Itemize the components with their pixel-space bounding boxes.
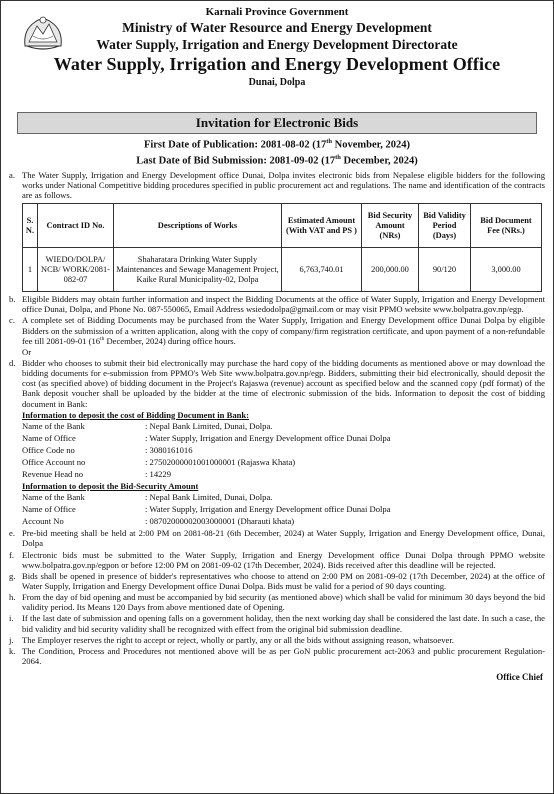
col-contract-id: Contract ID No.	[38, 204, 114, 248]
para-c: c. A complete set of Bidding Documents may be purchased from the Water Supply, Irrigation and Energy Development office Dunai Dolpa by eligible Bidders on the submission of a written application, along with the copy of company/firm registration certificate, and upon payment of a non-refundable fee till 2081-09-01 (16th December, 2024) during office hours.	[9, 315, 545, 346]
table-row	[23, 248, 542, 292]
signature-office-chief: Office Chief	[496, 672, 543, 683]
cell-bid-security: 200,000.00	[362, 248, 419, 292]
deposit-cost-row: Office Code no : 3080161016	[22, 444, 193, 455]
deposit-security-info	[22, 481, 545, 527]
header-province: Karnali Province Government	[205, 6, 349, 18]
col-description: Descriptions of Works	[114, 204, 282, 248]
deposit-cost-row: Name of Office : Water Supply, Irrigation and Energy Development office Dunai Dolpa	[22, 432, 391, 443]
cell-estimated-amount: 6,763,740.01	[282, 248, 362, 292]
col-bid-security: Bid Security Amount (NRs)	[362, 204, 419, 248]
header	[9, 6, 545, 106]
header-location: Dunai, Dolpa	[248, 77, 306, 89]
or-text: Or	[22, 346, 32, 357]
first-publication-date: First Date of Publication: 2081-08-02 (17th November, 2024)	[143, 138, 411, 151]
last-submission-date: Last Date of Bid Submission: 2081-09-02 (17th December, 2024)	[136, 154, 418, 167]
col-bid-validity: Bid Validity Period (Days)	[419, 204, 471, 248]
para-d: d. Bidder who chooses to submit their bid electronically may purchase the hard copy of the bidding documents as mentioned above or may download the bidding documents for e-submission from PPMO's Web Site www.bolpatra.gov.np/egp. Bidders, submitting their bid electronically, should deposit the cost (as specified above) of bidding document in the Project's Rajaswa (revenue) account as specified below and the scanned copy (pdf format) of the Bank deposit voucher shall be uploaded by the bidder at the time of electronic submission of the bids. Information to deposit the cost of bidding document in Bank:	[9, 358, 545, 409]
para-k: k. The Condition, Process and Procedures not mentioned above will be as per GoN public procurement act-2063 and public procurement Regulation-2064.	[9, 645, 545, 666]
dates-block	[9, 137, 545, 168]
deposit-cost-row: Name of the Bank : Nepal Bank Limited, Dunai, Dolpa.	[22, 420, 273, 431]
page-title: Invitation for Electronic Bids	[17, 112, 537, 134]
cell-contract-id: WIEDO/DOLPA/ NCB/ WORK/2081-082-07	[38, 248, 114, 292]
col-sn: S. N.	[23, 204, 38, 248]
para-e: e. Pre-bid meeting shall be held at 2:00 PM on 2081-08-21 (6th December, 2024) at Water Supply, Irrigation and Energy Development office, Dunai, Dolpa	[9, 528, 545, 549]
para-b: b. Eligible Bidders may obtain further information and inspect the Bidding Documents at the office of Water Supply, Irrigation and Energy Development office Dunai, Dolpa, and Phone No. 087-550065, Email Address wsiedodolpa@gmail.com or may visit PPMO website www.bolpatra.gov.np/egp.	[9, 294, 545, 315]
para-g: g. Bids shall be opened in presence of bidder's representatives who choose to attend on 2:00 PM on 2081-09-02 (17th December, 2024) at the office of Water Supply, Irrigation and Energy Development office Dunai Dolpa. Bids must be valid for a period of 90 days counting.	[9, 570, 545, 591]
cell-doc-fee: 3,000.00	[471, 248, 542, 292]
nepal-emblem-icon	[21, 12, 65, 52]
deposit-cost-info	[22, 410, 545, 480]
table-header-row	[23, 204, 542, 248]
deposit-security-title: Information to deposit the Bid-Security Amount	[22, 481, 199, 492]
para-i: i. If the last date of submission and opening falls on a government holiday, then the next working day shall be considered the last date. In such a case, the bid validity and bid security validity shall be recognized with effect from the original bid submission deadline.	[9, 613, 545, 634]
header-directorate: Water Supply, Irrigation and Energy Development Directorate	[96, 36, 458, 52]
para-h: h. From the day of bid opening and must be accompanied by bid security (as mentioned above) which shall be valid for minimum 30 days beyond the bid validity period. Its Means 120 Days from above mentioned date of Opening.	[9, 592, 545, 613]
deposit-security-row: Account No : 08702000002003000001 (Dharauti khata)	[22, 516, 295, 527]
para-a: a. The Water Supply, Irrigation and Energy Development office Dunai, Dolpa invites electronic bids from Nepalese eligible bidders for the following works under National Competitive bidding procedures specified in public procurement act and regulations. The name and identification of the contracts are as follows.	[9, 169, 545, 201]
col-doc-fee: Bid Document Fee (NRs.)	[471, 204, 542, 248]
header-office: Water Supply, Irrigation and Energy Development Office	[53, 53, 501, 74]
deposit-cost-title: Information to deposit the cost of Bidding Document in Bank:	[22, 409, 250, 420]
contracts-table	[22, 203, 542, 292]
deposit-cost-row: Revenue Head no : 14229	[22, 469, 172, 479]
deposit-cost-row: Office Account no : 27502000001001000001 (Rajaswa Khata)	[22, 456, 296, 467]
cell-sn: 1	[23, 248, 38, 292]
cell-bid-validity: 90/120	[419, 248, 471, 292]
para-f: f. Electronic bids must be submitted to the Water Supply, Irrigation and Energy Development office Dunai Dolpa through PPMO website www.bolpatra.gov.np/egpon or before 12:00 PM on 2081-09-02 (17th December, 2024). Bids received after this deadline will be rejected.	[9, 549, 545, 570]
col-estimated-amount: Estimated Amount (With VAT and PS )	[282, 204, 362, 248]
cell-description: Shaharatara Drinking Water Supply Maintenances and Sewage Management Project, Kaike Rural Municipality-02, Dolpa	[114, 248, 282, 292]
header-ministry: Ministry of Water Resource and Energy Development	[122, 19, 432, 35]
deposit-security-row: Name of the Bank : Nepal Bank Limited, Dunai, Dolpa.	[22, 492, 273, 503]
para-j: j. The Employer reserves the right to accept or reject, wholly or partly, any or all the bids without assigning reason, whatsoever.	[9, 634, 454, 645]
deposit-security-row: Name of Office : Water Supply, Irrigation and Energy Development office Dunai Dolpa	[22, 504, 391, 515]
